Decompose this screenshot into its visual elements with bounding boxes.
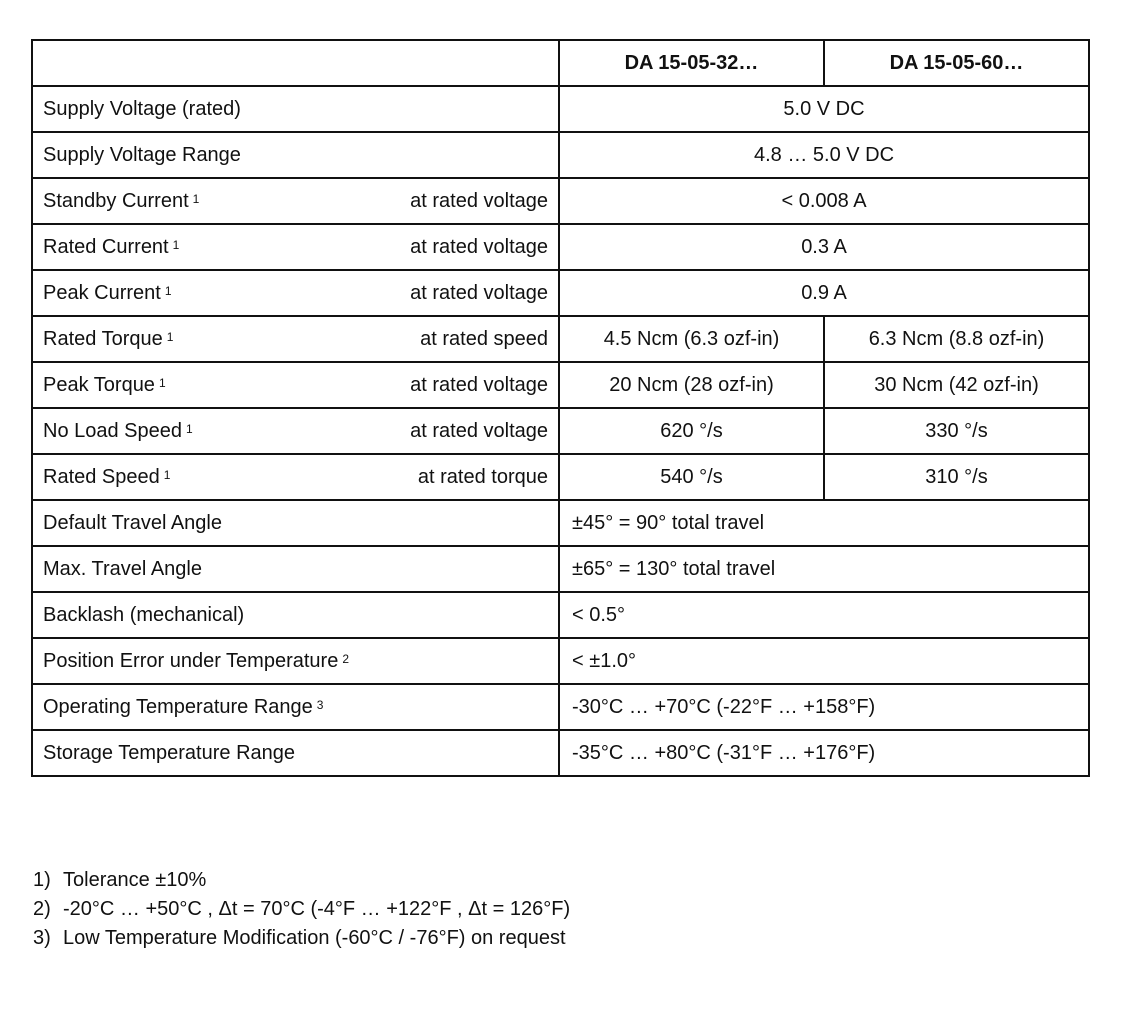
footnote-text: Tolerance ±10%: [63, 869, 207, 891]
param-label: Peak Current $^1$: [43, 281, 172, 304]
table-header-row: [32, 40, 1089, 86]
param-cell: [32, 362, 559, 408]
table-row: [32, 638, 1089, 684]
spec-table: [31, 39, 1090, 777]
value-cell-60: 6.3 Ncm (8.8 ozf-in): [824, 316, 1089, 362]
param-condition: at rated voltage: [410, 419, 548, 442]
value-cell: 0.3 A: [559, 224, 1089, 270]
param-cell: [32, 408, 559, 454]
footnote-ref: 1: [192, 191, 200, 206]
footnote-item: [33, 895, 570, 924]
table-row: [32, 684, 1089, 730]
param-cell: [32, 592, 559, 638]
table-row: [32, 500, 1089, 546]
param-label: Max. Travel Angle: [43, 557, 202, 580]
param-cell: [32, 454, 559, 500]
footnote-ref: 1: [163, 467, 171, 482]
param-label: Supply Voltage (rated): [43, 97, 241, 120]
footnote-ref: 1: [158, 375, 166, 390]
param-label: Backlash (mechanical): [43, 603, 245, 626]
param-label: Default Travel Angle: [43, 511, 222, 534]
value-cell-32: 620 °/s: [559, 408, 824, 454]
param-cell: [32, 546, 559, 592]
table-row: [32, 316, 1089, 362]
table-row: [32, 132, 1089, 178]
param-label: Storage Temperature Range: [43, 741, 296, 764]
value-cell: < 0.5°: [559, 592, 1089, 638]
table-row: [32, 730, 1089, 776]
footnote-item: [33, 924, 570, 953]
param-condition: at rated voltage: [410, 235, 548, 258]
param-condition: at rated voltage: [410, 189, 548, 212]
value-cell: -30°C … +70°C (-22°F … +158°F): [559, 684, 1089, 730]
param-condition: at rated voltage: [410, 281, 548, 304]
param-condition: at rated torque: [417, 465, 548, 488]
param-cell: [32, 270, 559, 316]
value-cell: -35°C … +80°C (-31°F … +176°F): [559, 730, 1089, 776]
value-cell-32: 20 Ncm (28 ozf-in): [559, 362, 824, 408]
table-row: [32, 408, 1089, 454]
param-label: Operating Temperature Range $^3$: [43, 695, 324, 718]
footnote-number: 2): [33, 898, 51, 920]
footnote-text: -20°C … +50°C , Δt = 70°C (-4°F … +122°F , Δt = 126°F): [63, 898, 571, 920]
param-label: Position Error under Temperature $^2$: [43, 649, 350, 672]
param-label: Peak Torque $^1$: [43, 373, 166, 396]
table-row: [32, 224, 1089, 270]
value-cell-60: 310 °/s: [824, 454, 1089, 500]
footnote-ref: 1: [164, 283, 172, 298]
value-cell: ±45° = 90° total travel: [559, 500, 1089, 546]
footnote-ref: 3: [316, 697, 324, 712]
table-row: [32, 86, 1089, 132]
table-row: [32, 270, 1089, 316]
footnote-item: [33, 866, 570, 895]
param-label: Supply Voltage Range: [43, 143, 241, 166]
param-condition: at rated voltage: [410, 373, 548, 396]
value-cell: < ±1.0°: [559, 638, 1089, 684]
param-cell: [32, 224, 559, 270]
param-cell: [32, 86, 559, 132]
param-label: No Load Speed $^1$: [43, 419, 193, 442]
footnote-ref: 2: [342, 651, 350, 666]
value-cell: < 0.008 A: [559, 178, 1089, 224]
value-cell: 0.9 A: [559, 270, 1089, 316]
value-cell: 4.8 … 5.0 V DC: [559, 132, 1089, 178]
footnote-ref: 1: [172, 237, 180, 252]
header-blank-cell: [32, 40, 559, 86]
param-label: Rated Torque $^1$: [43, 327, 174, 350]
model-header-60: DA 15-05-60…: [824, 40, 1089, 86]
table-row: [32, 592, 1089, 638]
param-cell: [32, 684, 559, 730]
param-cell: [32, 730, 559, 776]
value-cell-60: 330 °/s: [824, 408, 1089, 454]
footnote-number: 1): [33, 869, 51, 891]
value-cell: 5.0 V DC: [559, 86, 1089, 132]
footnotes: [33, 866, 570, 953]
param-cell: [32, 178, 559, 224]
footnote-ref: 1: [186, 421, 193, 436]
param-cell: [32, 132, 559, 178]
footnote-ref: 1: [166, 329, 174, 344]
param-label: Rated Current $^1$: [43, 235, 180, 258]
table-row: [32, 454, 1089, 500]
value-cell-32: 4.5 Ncm (6.3 ozf-in): [559, 316, 824, 362]
model-header-32: DA 15-05-32…: [559, 40, 824, 86]
value-cell-60: 30 Ncm (42 ozf-in): [824, 362, 1089, 408]
footnote-text: Low Temperature Modification (-60°C / -76°F) on request: [63, 927, 566, 949]
param-cell: [32, 638, 559, 684]
value-cell-32: 540 °/s: [559, 454, 824, 500]
param-label: Rated Speed $^1$: [43, 465, 171, 488]
table-row: [32, 178, 1089, 224]
param-condition: at rated speed: [420, 327, 548, 350]
footnote-number: 3): [33, 927, 51, 949]
table-row: [32, 546, 1089, 592]
param-cell: [32, 500, 559, 546]
param-cell: [32, 316, 559, 362]
value-cell: ±65° = 130° total travel: [559, 546, 1089, 592]
table-row: [32, 362, 1089, 408]
param-label: Standby Current $^1$: [43, 189, 200, 212]
